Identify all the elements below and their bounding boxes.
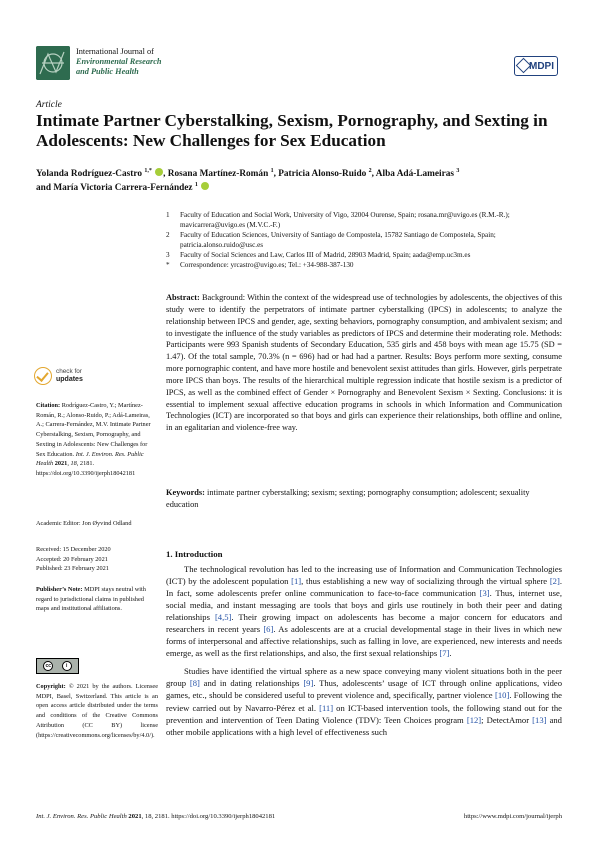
check-updates-label	[56, 368, 83, 383]
affiliation-mark: 2	[166, 230, 170, 239]
affiliation-text: Correspondence: yrcastro@uvigo.es; Tel.: +34-988-387-130	[180, 260, 354, 269]
paragraph-text: on ICT-based intervention tools, the following stand out for the prevention and intervention of Teen Dating Violence (TDV): Teen Choices program	[166, 702, 563, 725]
check-for-updates-button[interactable]	[34, 367, 106, 389]
journal-name-line3: and Public Health	[76, 67, 139, 77]
citation-block: Citation: Rodríguez-Castro, Y.; Martínez-Román, R.; Alonso-Ruido, P.; Adá-Lameiras, A.; Carrera-Fernández, M.V. Intimate Partner Cyberstalking, Sexism, Pornography, and Sexting in Adolescents: New Challenges for Sex Education. Int. J. Environ. Res. Public Health 2021, 18, 2181. https://doi.org/10.3390/ijerph18042181	[36, 402, 151, 477]
affiliation-mark: 1	[166, 211, 170, 219]
paragraph-text: . Thus, internet use, social media, and instant messaging are tools that boys and girls use routinely in both their peer and dating relationships	[166, 588, 562, 623]
copyright-label: Copyright:	[36, 683, 66, 690]
paragraph-text: . In fact, some adolescents prefer online communication to face-to-face communication	[166, 576, 562, 599]
copyright-text: © 2021 by the authors. Licensee MDPI, Basel, Switzerland. This article is an open access article distributed under the terms and conditions of the Creative Commons Attribution (CC BY) license (https://creativecommons.org/licenses/by/4.0/).	[36, 683, 159, 739]
paragraph-text: . Following the review carried out by Navarro-Pérez et al.	[166, 690, 562, 713]
body-text	[166, 563, 562, 738]
journal-logo	[36, 46, 70, 80]
paragraph-text: ; DetectAmor	[481, 714, 533, 725]
citation-text: Rodríguez-Castro, Y.; Martínez-Román, R.; Alonso-Ruido, P.; Adá-Lameiras, A.; Carrera-Fernández, M.V. Intimate Partner Cyberstalking, Sexism, Pornography, and Sexting in Adolescents: New Challenges for Sex Education.	[36, 402, 151, 458]
author-affil-mark: 1	[194, 181, 198, 188]
paragraph-text: and in dating relationships	[199, 678, 304, 689]
cc-icon: cc	[43, 661, 53, 671]
footer-year: 2021	[128, 813, 142, 820]
footer-citation	[36, 813, 275, 820]
paragraph-text: The technological revolution has led to the increasing use of Information and Communication Technologies (ICT) by the adolescent population	[166, 564, 562, 587]
footer-journal-url[interactable]: https://www.mdpi.com/journal/ijerph	[463, 813, 562, 820]
paragraph-text: . Their growing impact on adolescents has become a major concern for educators and researchers in recent years	[166, 612, 562, 635]
published-date: Published: 23 February 2021	[36, 565, 109, 573]
attribution-icon: i	[62, 661, 72, 671]
citation-link[interactable]: [2]	[549, 576, 560, 587]
correspondence	[166, 261, 566, 271]
copyright-notice	[36, 682, 158, 740]
publication-dates	[36, 545, 158, 574]
orcid-icon[interactable]	[201, 182, 209, 190]
article-type: Article	[36, 100, 62, 110]
citation-link[interactable]: [9]	[303, 678, 314, 689]
author-name[interactable]: and María Victoria Carrera-Fernández	[36, 182, 193, 193]
section-heading: 1. Introduction	[166, 549, 223, 559]
citation-label: Citation:	[36, 402, 61, 409]
journal-name	[76, 47, 162, 78]
keywords-label: Keywords:	[166, 488, 205, 497]
mdpi-logo-text: MDPI	[529, 60, 554, 72]
affiliation	[166, 211, 566, 231]
abstract	[166, 292, 562, 434]
author-name[interactable]: Alba Adá-Lameiras	[375, 169, 455, 179]
abstract-label: Abstract:	[166, 293, 200, 302]
check-updates-icon	[34, 367, 52, 385]
author-name[interactable]: Rosana Martínez-Román	[167, 169, 269, 179]
check-updates-line1: check for	[56, 368, 82, 375]
academic-editor: Academic Editor: Jon Øyvind Odland	[36, 520, 132, 527]
citation-doi[interactable]: , 2181. https://doi.org/10.3390/ijerph18042181	[36, 460, 136, 477]
received-date: Received: 15 December 2020	[36, 546, 111, 553]
author-name[interactable]: Patricia Alonso-Ruido	[278, 169, 367, 179]
orcid-icon[interactable]	[155, 168, 163, 176]
paragraph-text: . As adolescents are at a crucial developmental stage in their lives in which new forms of interpersonal and affective relationships, such as falling in love, are experienced, new interests and needs emerge, as well as the first relationships, and also, the first sexual relationships	[166, 624, 562, 659]
affiliation-mark: *	[166, 260, 170, 269]
affiliation-text: Faculty of Education Sciences, University of Santiago de Compostela, 15782 Santiago de Compostela, Spain; patricia.alonso.ruido@usc.es	[180, 230, 496, 249]
citation-link[interactable]: [10]	[494, 690, 510, 701]
affiliation	[166, 231, 566, 251]
accepted-date: Accepted: 20 February 2021	[36, 555, 108, 563]
publisher-note	[36, 585, 158, 614]
footer-journal: Int. J. Environ. Res. Public Health	[36, 813, 127, 820]
mdpi-logo	[514, 56, 558, 76]
article-title: Intimate Partner Cyberstalking, Sexism, Pornography, and Sexting in Adolescents: New Challenges for Sex Education	[36, 111, 548, 150]
affiliation-text: Faculty of Education and Social Work, University of Vigo, 32004 Ourense, Spain; rosana.mr@uvigo.es (R.M.-R.); mavicarrera@uvigo.es (M.V.C.-F.)	[180, 211, 510, 229]
citation-volume: 18	[70, 460, 77, 468]
author-list: Yolanda Rodríguez-Castro $^{1,*}$ , Rosana Martínez-Román $^1$, Patricia Alonso-Ruido $^2$, Alba Adá-Lameiras $^3$ and María Victoria Carrera-Fernández $^1$	[36, 168, 460, 193]
affiliations	[166, 211, 566, 270]
citation-link[interactable]: [11]	[319, 702, 334, 713]
publisher-note-text: MDPI stays neutral with regard to jurisdictional claims in published maps and institutional affiliations.	[36, 586, 146, 613]
check-updates-line2: updates	[56, 375, 83, 383]
author-name[interactable]: Yolanda Rodríguez-Castro	[36, 169, 142, 179]
abstract-text: Background: Within the context of the widespread use of technologies by adolescents, the objectives of this study were to identify the perpetrators of intimate partner cyberstalking (IPCS) in adolescents; to analyze the relationship between IPCS and gender, age, sexting behaviors, pornography consumption, and ambivalent sexism; and to investigate the influence of the study variables as predictors of IPCS and determine their moderating role. Methods: Participants were 993 Spanish students of Secondary Education, 535 girls and 458 boys with mean age 15.75 (SD = 1.47). Of the total sample, 70.3% (n = 696) had or had had a partner. Results: Boys perform more sexting, consume more pornographic content, and have more hostile and benevolent sexist attitudes than girls. However, girls perpetrate more IPCS than boys. The results of the hierarchical multiple regression indicate that hostile sexism is a predictor of IPCS, as well as the combined effect of Gender × Pornography and Benevolent Sexism × Sexting. Conclusions: it is essential to implement sexual affective education programs in schools in which Information and Communication Technologies (ICT) are incorporated so that boys and girls can experience their relationships, both offline and online, in an egalitarian and violence-free way.	[166, 293, 562, 433]
citation-link[interactable]: [1]	[291, 576, 302, 587]
citation-link[interactable]: [3]	[479, 588, 490, 599]
citation-link[interactable]: [4,5]	[214, 612, 232, 623]
affiliation-text: Faculty of Social Sciences and Law, Carlos III of Madrid, 28903 Madrid, Spain; aada@emp.uc3m.es	[180, 250, 471, 259]
keywords	[166, 487, 562, 511]
paragraph-text: Studies have identified the virtual sphere as a new space conveying many violent situations both in the peer group	[166, 666, 562, 689]
author-affil-mark: 1	[270, 168, 274, 174]
author-affil-mark: 1,*	[144, 168, 152, 174]
citation-year: 2021	[54, 460, 68, 468]
paragraph	[166, 665, 562, 737]
journal-name-line1: International Journal of	[76, 47, 154, 56]
keywords-text: intimate partner cyberstalking; sexism; sexting; pornography consumption; adolescent; sexuality education	[166, 488, 530, 509]
citation-link[interactable]: [7]	[439, 648, 450, 659]
publisher-note-label: Publisher’s Note:	[36, 586, 83, 593]
footer-doi[interactable]: , 18, 2181. https://doi.org/10.3390/ijerph18042181	[141, 813, 276, 820]
citation-link[interactable]: [12]	[466, 714, 482, 725]
author-affil-mark: 2	[368, 168, 372, 174]
paragraph-text: , thus establishing a new way of socializing through the virtual sphere	[301, 576, 550, 587]
journal-name-line2: Environmental Research	[76, 57, 162, 67]
citation-link[interactable]: [13]	[532, 714, 547, 725]
paragraph-text: and other mobile applications with a high level of effectiveness such	[166, 714, 562, 737]
citation-journal: Int. J. Environ. Res. Public Health	[36, 450, 144, 468]
paragraph-text: . Thus, adolescents’ usage of ICT through online applications, video games, etc., should be considered useful to prevent violence and, specifically, partner violence	[166, 678, 562, 701]
author-affil-mark: 3	[456, 168, 460, 174]
affiliation	[166, 251, 566, 261]
affiliation-mark: 3	[166, 250, 170, 259]
paragraph-text: .	[449, 648, 452, 659]
cc-by-license-badge[interactable]	[36, 658, 79, 674]
citation-link[interactable]: [6]	[263, 624, 274, 635]
paragraph	[166, 563, 562, 659]
citation-link[interactable]: [8]	[189, 678, 200, 689]
